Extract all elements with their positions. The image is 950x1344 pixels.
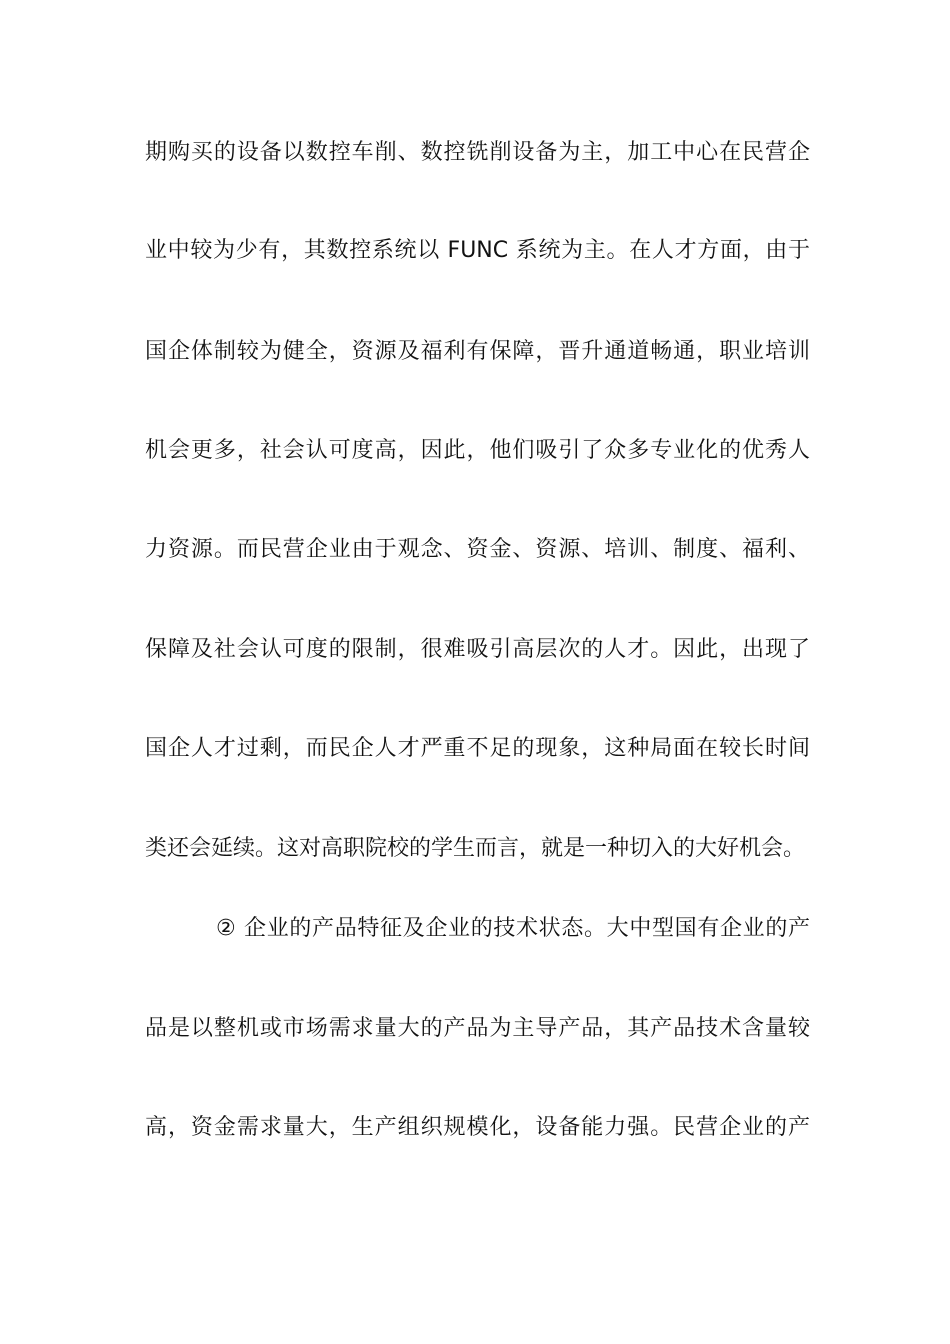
paragraph-line: 业中较为少有，其数控系统以 FUNC 系统为主。在人才方面，由于 (145, 238, 810, 263)
paragraph-line: 高，资金需求量大，生产组织规模化，设备能力强。民营企业的产 (145, 1115, 810, 1140)
paragraph-line: 保障及社会认可度的限制，很难吸引高层次的人才。因此，出现了 (145, 637, 810, 662)
paragraph-line: ② 企业的产品特征及企业的技术状态。大中型国有企业的产 (216, 916, 810, 941)
paragraph-line: 国企体制较为健全，资源及福利有保障，晋升通道畅通，职业培训 (145, 339, 810, 364)
paragraph-line: 品是以整机或市场需求量大的产品为主导产品，其产品技术含量较 (145, 1016, 810, 1041)
paragraph-line: 类还会延续。这对高职院校的学生而言，就是一种切入的大好机会。 (145, 836, 806, 861)
paragraph-line: 力资源。而民营企业由于观念、资金、资源、培训、制度、福利、 (145, 537, 810, 562)
paragraph-line: 机会更多，社会认可度高，因此，他们吸引了众多专业化的优秀人 (145, 438, 810, 463)
paragraph-line: 国企人才过剩，而民企人才严重不足的现象，这种局面在较长时间 (145, 736, 810, 761)
paragraph-line: 期购买的设备以数控车削、数控铣削设备为主，加工中心在民营企 (145, 140, 810, 165)
